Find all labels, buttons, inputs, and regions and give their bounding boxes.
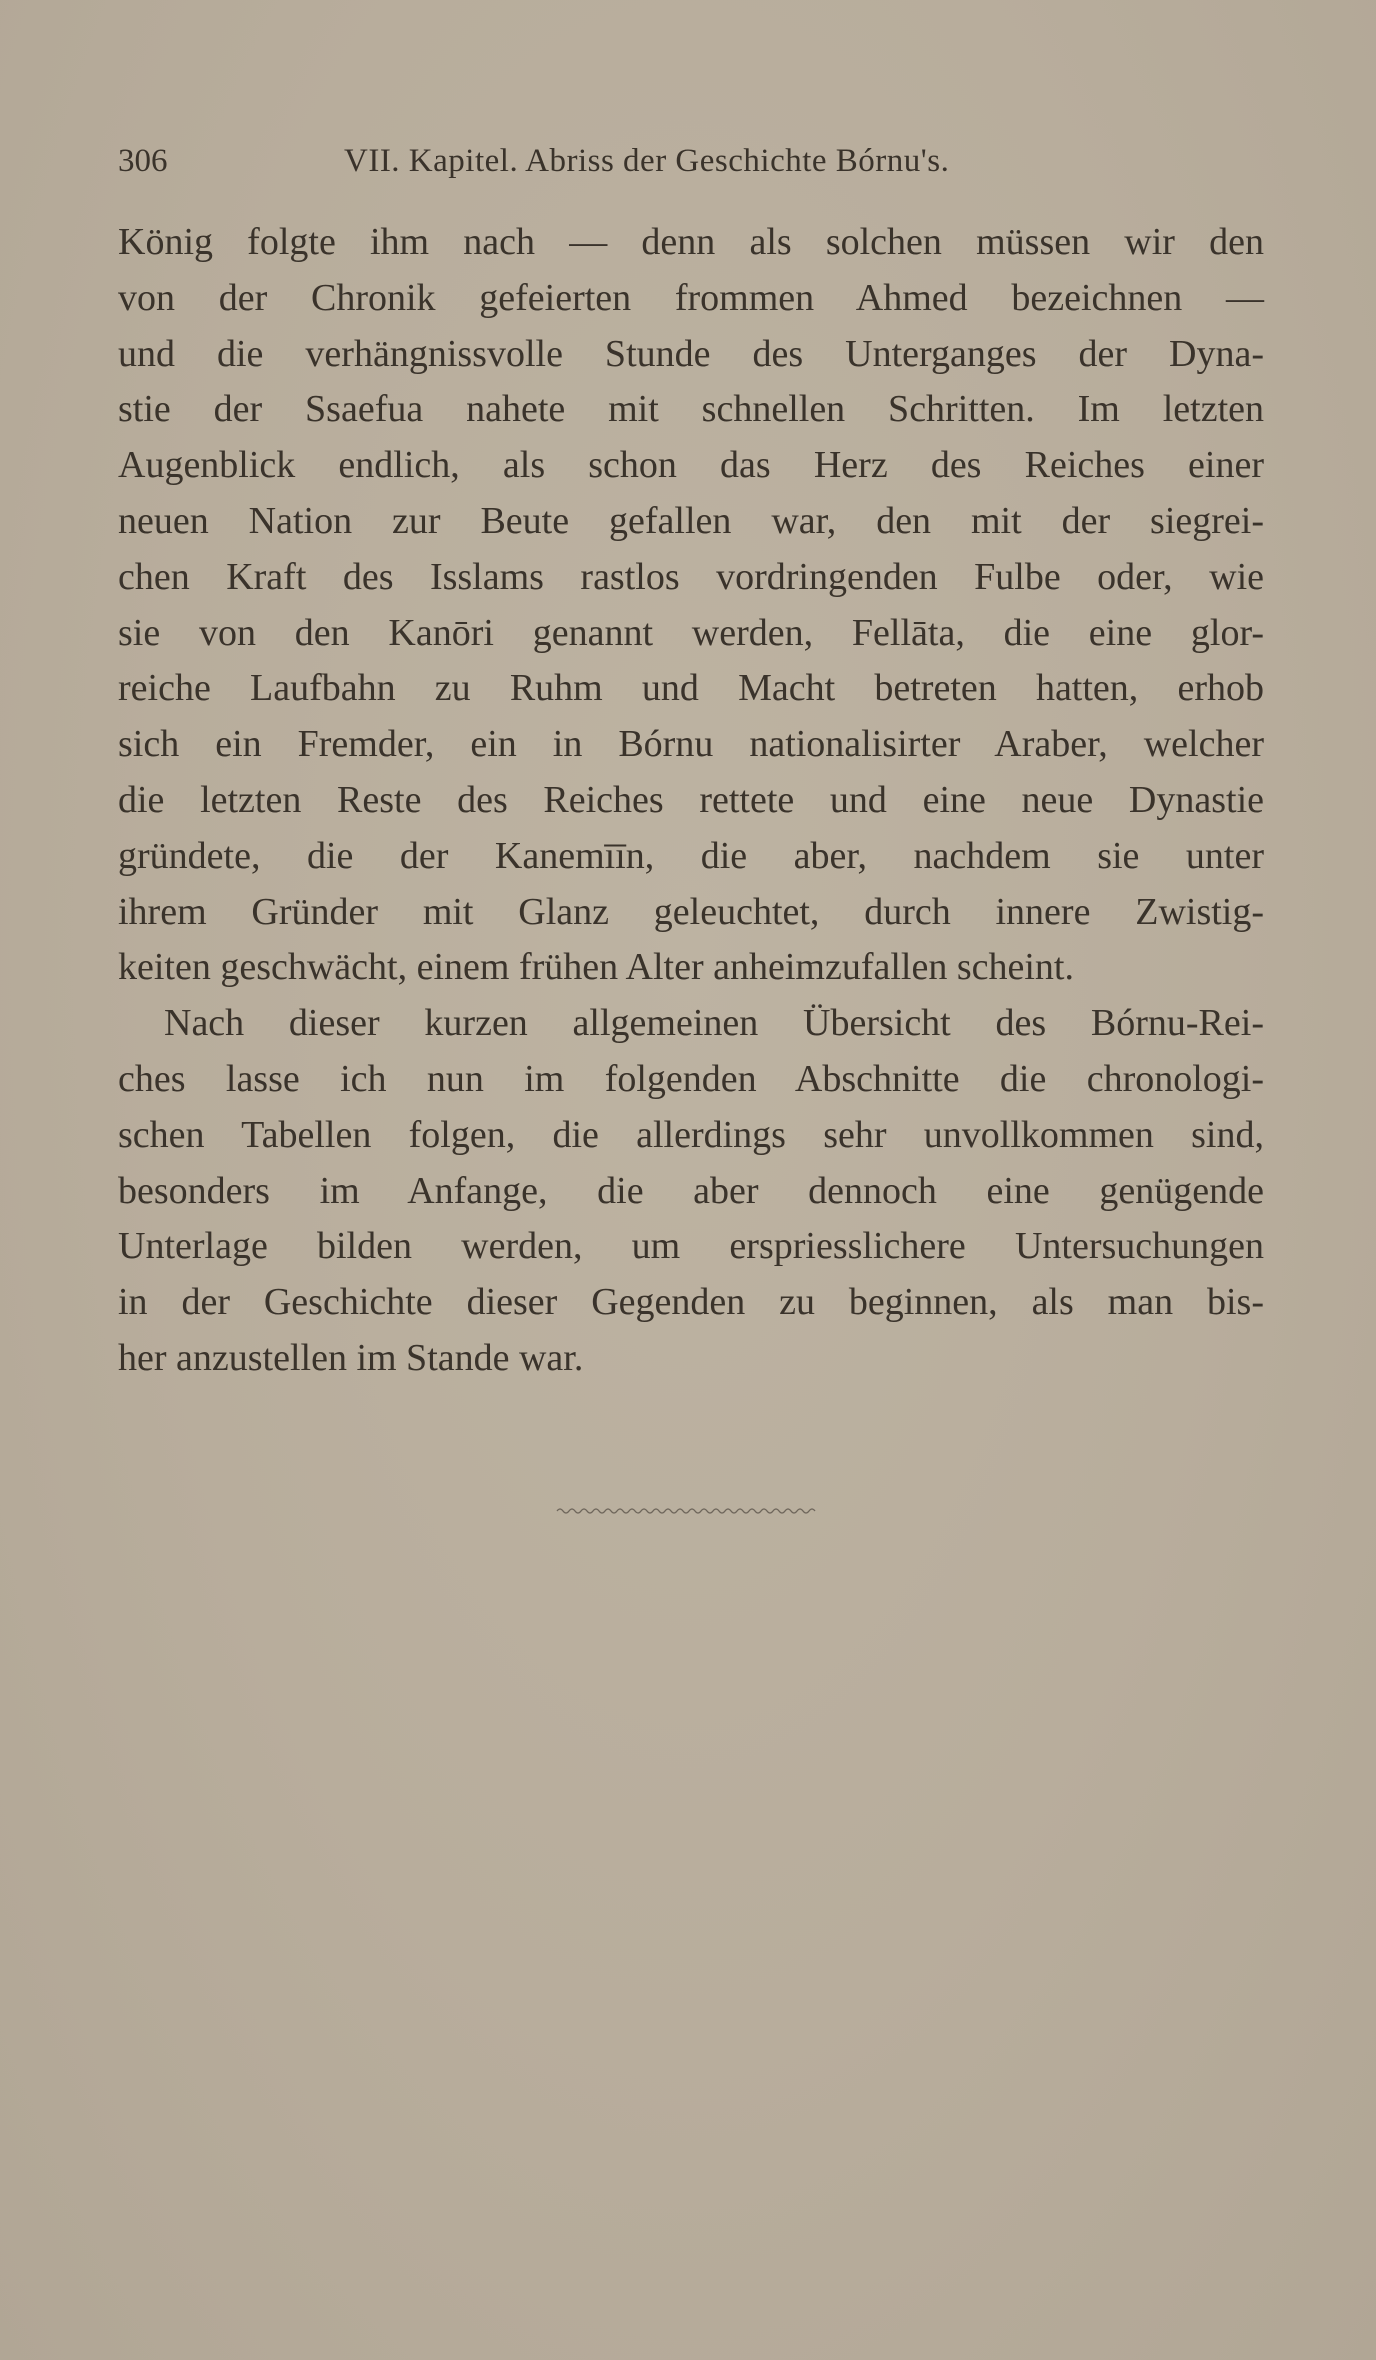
text-line: sie von den Kanōri genannt werden, Fellāta, die eine glor- xyxy=(118,611,1264,654)
body-text xyxy=(118,215,1264,1387)
text-line: von der Chronik gefeierten frommen Ahmed bezeichnen — xyxy=(118,276,1264,319)
text-line: Augenblick endlich, als schon das Herz des Reiches einer xyxy=(118,444,1264,487)
text-line: und die verhängnissvolle Stunde des Unterganges der Dyna- xyxy=(118,332,1264,375)
text-line: Nach dieser kurzen allgemeinen Übersicht des Bórnu-Rei- xyxy=(164,1002,1264,1045)
text-line: gründete, die der Kanemīīn, die aber, nachdem sie unter xyxy=(118,834,1264,877)
text-line: sich ein Fremder, ein in Bórnu nationalisirter Araber, welcher xyxy=(118,723,1264,766)
paragraph-1 xyxy=(118,215,1264,996)
page-header xyxy=(118,136,1258,186)
running-title: VII. Kapitel. Abriss der Geschichte Bórnu's. xyxy=(344,143,950,179)
text-line: Unterlage bilden werden, um erspriesslichere Untersuchungen xyxy=(118,1225,1264,1268)
text-line: reiche Laufbahn zu Ruhm und Macht betreten hatten, erhob xyxy=(118,667,1264,710)
text-line: stie der Ssaefua nahete mit schnellen Schritten. Im letzten xyxy=(118,388,1264,431)
text-line: keiten geschwächt, einem frühen Alter anheimzufallen scheint. xyxy=(118,946,1074,989)
text-line: König folgte ihm nach — denn als solchen müssen wir den xyxy=(118,221,1264,263)
text-line: neuen Nation zur Beute gefallen war, den mit der siegrei- xyxy=(118,499,1264,542)
text-line: schen Tabellen folgen, die allerdings sehr unvollkommen sind, xyxy=(118,1113,1264,1156)
page-number: 306 xyxy=(118,143,168,179)
text-line: chen Kraft des Isslams rastlos vordringenden Fulbe oder, wie xyxy=(118,555,1264,598)
section-end-ornament xyxy=(555,1506,817,1516)
text-line: ihrem Gründer mit Glanz geleuchtet, durch innere Zwistig- xyxy=(118,890,1264,933)
paragraph-2 xyxy=(118,996,1264,1387)
text-line: her anzustellen im Stande war. xyxy=(118,1336,584,1379)
text-line: die letzten Reste des Reiches rettete und eine neue Dynastie xyxy=(118,778,1264,821)
text-line: besonders im Anfange, die aber dennoch eine genügende xyxy=(118,1169,1264,1212)
text-line: in der Geschichte dieser Gegenden zu beginnen, als man bis- xyxy=(118,1281,1264,1324)
text-line: ches lasse ich nun im folgenden Abschnitte die chronologi- xyxy=(118,1057,1264,1100)
